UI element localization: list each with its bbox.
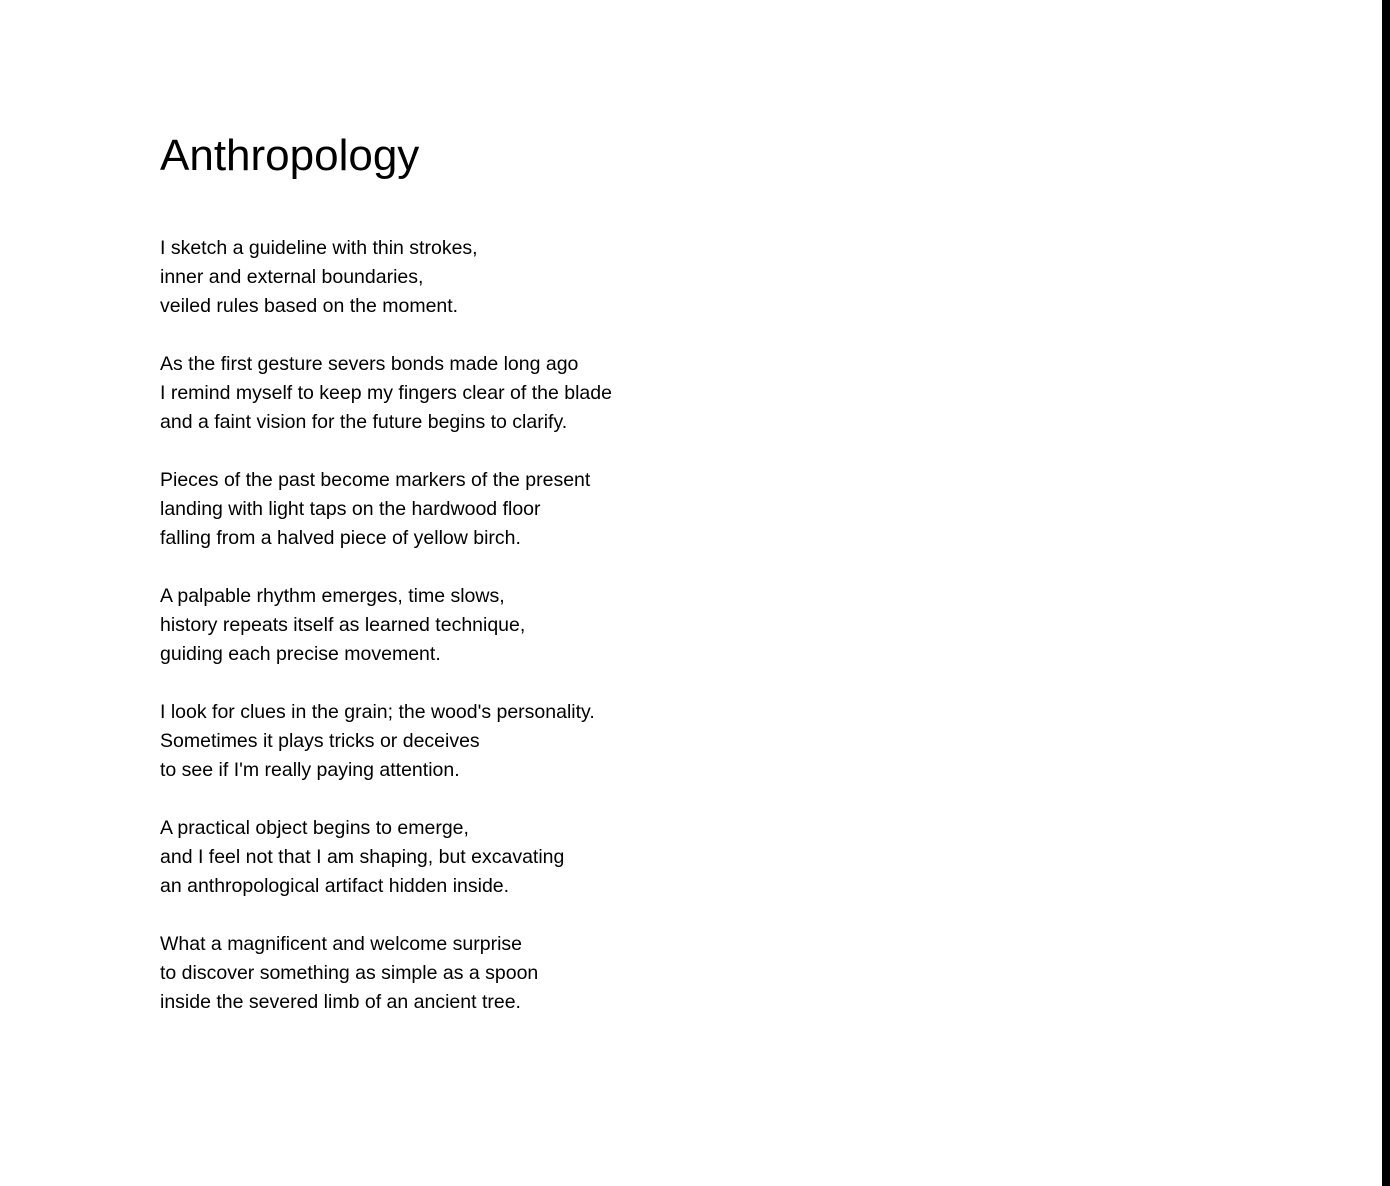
poem-line: to discover something as simple as a spoon [160,962,539,984]
poem-line: I look for clues in the grain; the wood's personality. [160,701,595,723]
stanza [160,466,860,553]
poem-content [160,128,860,1046]
stanza [160,930,860,1017]
poem-line: guiding each precise movement. [160,643,441,665]
poem-line: As the first gesture severs bonds made long ago [160,353,579,375]
poem-line: and I feel not that I am shaping, but excavating [160,846,565,868]
poem-line: history repeats itself as learned technique, [160,614,526,636]
poem-line: inside the severed limb of an ancient tree. [160,991,521,1013]
poem-line: I remind myself to keep my fingers clear of the blade [160,382,612,404]
stanza [160,814,860,901]
page-right-edge [1382,0,1390,1186]
stanza [160,698,860,785]
poem-line: Sometimes it plays tricks or deceives [160,730,480,752]
stanza [160,234,860,321]
stanza [160,582,860,669]
poem-line: A palpable rhythm emerges, time slows, [160,585,505,607]
poem-line: to see if I'm really paying attention. [160,759,460,781]
poem-line: What a magnificent and welcome surprise [160,933,522,955]
poem-body [160,234,860,1017]
poem-line: A practical object begins to emerge, [160,817,469,839]
poem-line: Pieces of the past become markers of the present [160,469,591,491]
poem-line: landing with light taps on the hardwood floor [160,498,541,520]
poem-line: an anthropological artifact hidden inside. [160,875,510,897]
poem-line: veiled rules based on the moment. [160,295,459,317]
poem-line: I sketch a guideline with thin strokes, [160,237,478,259]
poem-line: and a faint vision for the future begins to clarify. [160,411,568,433]
poem-title: Anthropology [160,131,420,180]
poem-line: falling from a halved piece of yellow birch. [160,527,521,549]
poem-line: inner and external boundaries, [160,266,424,288]
stanza [160,350,860,437]
